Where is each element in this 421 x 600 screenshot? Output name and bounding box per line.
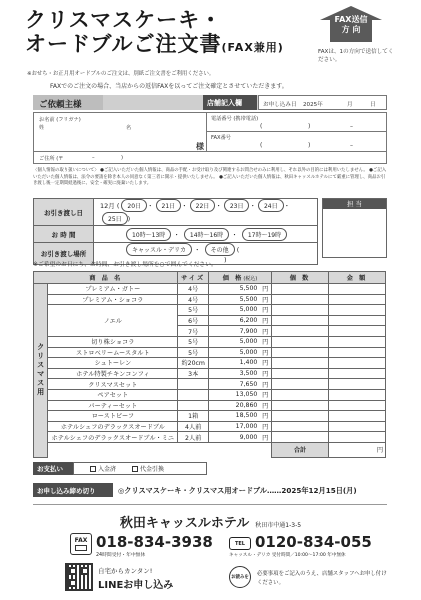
product-name: クリスマスセット	[48, 379, 178, 390]
checkbox-icon[interactable]	[90, 466, 96, 472]
amount-cell[interactable]	[329, 400, 386, 411]
product-row	[34, 336, 386, 347]
amount-cell[interactable]	[329, 389, 386, 400]
total-row	[34, 442, 386, 457]
yen-unit: 円	[259, 305, 271, 316]
product-row	[34, 305, 386, 316]
fax-badge-line2: 方 向	[341, 25, 361, 34]
yen-unit: 円	[259, 358, 271, 369]
date-option[interactable]: 24日	[258, 199, 284, 212]
address-dash: –	[92, 155, 95, 161]
yen-unit: 円	[259, 379, 271, 390]
total-label: 合計	[272, 442, 329, 457]
date-month: 12月	[100, 202, 115, 210]
product-price: 1,400	[208, 358, 259, 369]
qty-cell[interactable]	[272, 347, 329, 358]
client-heading: ご依頼主様	[33, 95, 103, 110]
tel-paren-close: )	[308, 123, 311, 130]
yen-unit: 円	[259, 400, 271, 411]
amount-cell[interactable]	[329, 347, 386, 358]
header-qty: 個 数	[272, 272, 329, 284]
product-name: ペアセット	[48, 389, 178, 400]
product-row	[34, 284, 386, 295]
amount-cell[interactable]	[329, 432, 386, 443]
amount-cell[interactable]	[329, 368, 386, 379]
fax-field[interactable]	[210, 140, 385, 149]
title-main: オードブルご注文書	[25, 32, 222, 56]
qty-cell[interactable]	[272, 421, 329, 432]
product-size: 5号	[178, 305, 209, 316]
phone-hours: キャッスル・デリカ 受付時間／10:00〜17:00 年中無休	[229, 553, 346, 558]
product-size: 4号	[178, 294, 209, 305]
product-price: 7,650	[208, 379, 259, 390]
title-line-2	[25, 32, 284, 60]
tel-field[interactable]	[210, 121, 385, 130]
product-price: 7,900	[208, 326, 259, 337]
product-name: 切り株ショコラ	[48, 336, 178, 347]
qty-cell[interactable]	[272, 400, 329, 411]
product-size: 3本	[178, 368, 209, 379]
payment-option-paid-label: 入金済	[98, 466, 117, 473]
amount-cell[interactable]	[329, 315, 386, 326]
product-size: 4人前	[178, 421, 209, 432]
amount-cell[interactable]	[329, 358, 386, 369]
sei-label: 姓	[39, 125, 45, 131]
fax-field-label: FAX番号	[211, 135, 231, 141]
title-line-1: クリスマスケーキ・	[25, 8, 223, 32]
product-name: パーティーセット	[48, 400, 178, 411]
fax-dash: –	[350, 142, 353, 149]
product-name: ホテル特製チキンコンフィ	[48, 368, 178, 379]
payment-option-cod[interactable]	[132, 464, 164, 473]
product-price: 13,050	[208, 389, 259, 400]
address-field[interactable]	[36, 153, 386, 163]
qty-cell[interactable]	[272, 358, 329, 369]
date-label: お引き渡し日	[34, 199, 94, 226]
yen-unit: 円	[259, 421, 271, 432]
product-size: 5号	[178, 347, 209, 358]
qty-cell[interactable]	[272, 389, 329, 400]
amount-cell[interactable]	[329, 379, 386, 390]
confirm-badge	[229, 566, 251, 588]
place-option-other[interactable]: その他	[205, 243, 235, 256]
privacy-notice: 〈個人情報の取り扱いについて〉 ●ご記入いただいた個人情報は、商品の手配・お受け取り及び関連するお問合せのみに利用し、それ以外の目的には利用いたしません。 ●ご記入いただいた個人情報は、法令の要請を除き本人の同意なく第三者に開示・提供いたしません。 ●ご記入いただいた個人情報は、秋田キャッスルホテルにて厳重に管理し、商品お引き渡し後一定期間経過後に、安全・確実に廃棄いたします。	[33, 168, 387, 186]
place-option-delica[interactable]: キャッスル・デリカ	[126, 243, 192, 256]
product-price: 5,500	[208, 294, 259, 305]
yen-unit: 円	[259, 284, 271, 295]
time-option[interactable]: 10時〜13時	[126, 228, 171, 241]
time-options: 10時〜13時 ・ 14時〜16時 ・ 17時〜19時	[94, 226, 318, 243]
date-options: 12月 ( 20日 ・ 21日 ・ 22日 ・ 23日 ・ 24日 ・25日 )	[94, 199, 318, 226]
yen-unit: 円	[259, 315, 271, 326]
time-option[interactable]: 14時〜16時	[184, 228, 229, 241]
product-row	[34, 347, 386, 358]
product-name: ホテルシェフのデラックスオードブル	[48, 421, 178, 432]
options-hint: ※ご希望のお日にち、お時間、お引き渡し場所を○で囲んでください。	[33, 262, 217, 268]
payment-option-paid[interactable]	[90, 464, 116, 473]
phone-number[interactable]: 0120-834-055	[255, 533, 372, 551]
fax-confirm-note: FAXでのご注文の場合、当店からの返信FAXを以ってご注文確定とさせていただきます。	[50, 83, 288, 90]
fax-icon	[70, 533, 92, 555]
product-table	[33, 271, 386, 458]
product-size	[178, 389, 209, 400]
product-name: ローストビーフ	[48, 411, 178, 422]
title-block	[25, 8, 284, 60]
fax-hours: 24時間受付・年中無休	[96, 553, 146, 558]
qty-cell[interactable]	[272, 305, 329, 316]
qty-cell[interactable]	[272, 432, 329, 443]
qty-cell[interactable]	[272, 379, 329, 390]
product-size	[178, 379, 209, 390]
fax-paren-close: )	[308, 142, 311, 149]
product-size: 1箱	[178, 411, 209, 422]
product-size: 2人前	[178, 432, 209, 443]
delivery-options-table	[33, 198, 318, 265]
product-price: 5,500	[208, 284, 259, 295]
product-row	[34, 294, 386, 305]
date-option[interactable]: 23日	[224, 199, 250, 212]
total-cell[interactable]	[329, 442, 386, 457]
hotel-name: 秋田キャッスルホテル	[119, 516, 250, 531]
amount-cell[interactable]	[329, 411, 386, 422]
receipt-month: 月	[347, 102, 353, 108]
yen-unit: 円	[259, 326, 271, 337]
tanto-box	[322, 198, 387, 258]
qr-code-icon[interactable]	[65, 563, 93, 591]
date-option[interactable]: 25日	[102, 212, 128, 225]
title-sub: (FAX兼用)	[221, 41, 284, 54]
sama-label: 様	[196, 142, 204, 151]
receipt-day: 日	[370, 102, 376, 108]
receipt-label: お申し込み日	[263, 102, 297, 108]
tel-paren-open: (	[260, 123, 263, 130]
osechi-note: ※おせち・お正月用オードブルのご注文は、別紙ご注文書をご利用ください。	[27, 71, 215, 77]
amount-cell[interactable]	[329, 421, 386, 432]
checkbox-icon[interactable]	[132, 466, 138, 472]
place-options: キャッスル・デリカ ・ その他 ()	[94, 243, 318, 265]
date-option[interactable]: 22日	[190, 199, 216, 212]
deadline-label: お申し込み締め切り	[33, 483, 113, 497]
qty-cell[interactable]	[272, 284, 329, 295]
amount-cell[interactable]	[329, 305, 386, 316]
product-size: 5号	[178, 336, 209, 347]
product-size: 7号	[178, 326, 209, 337]
product-row	[34, 379, 386, 390]
product-price: 9,000	[208, 432, 259, 443]
confirm-note: 必要事項をご記入のうえ、店舗スタッフへお申し付けください。	[257, 571, 387, 586]
web-line1: 自宅からカンタン!	[98, 567, 153, 575]
yen-unit: 円	[259, 368, 271, 379]
payment-option-cod-label: 代金引換	[140, 466, 165, 473]
tanto-label: 担 当	[323, 199, 386, 209]
yen-unit: 円	[259, 294, 271, 305]
date-option[interactable]: 20日	[121, 199, 147, 212]
product-row	[34, 389, 386, 400]
yen-unit: 円	[259, 411, 271, 422]
mei-label: 名	[126, 125, 132, 131]
product-price: 17,000	[208, 421, 259, 432]
product-row	[34, 432, 386, 443]
tel-label: 電話番号 (携帯電話)	[211, 116, 259, 122]
product-price: 6,200	[208, 315, 259, 326]
place-label: お引き渡し場所	[34, 243, 94, 265]
address-label: ご住所 (〒	[39, 156, 64, 162]
tanto-field[interactable]	[323, 209, 386, 257]
deadline-text: ◎クリスマスケーキ・クリスマス用オードブル……2025年12月15日(月)	[118, 486, 357, 495]
footer-brand	[0, 512, 421, 531]
product-size: 4号	[178, 284, 209, 295]
phone-icon-label: TEL	[234, 540, 245, 547]
product-row	[34, 400, 386, 411]
header-price	[208, 272, 271, 284]
header-price-label: 価 格	[222, 275, 244, 282]
product-name: ストロベリームースタルト	[48, 347, 178, 358]
product-name: シュトーレン	[48, 358, 178, 369]
yen-unit: 円	[259, 389, 271, 400]
confirm-badge-label: お読みを	[231, 575, 249, 580]
header-product: 商 品 名	[34, 272, 178, 284]
qty-cell[interactable]	[272, 315, 329, 326]
web-line2[interactable]: LINEお申し込み	[98, 580, 174, 591]
fax-badge-line1: FAX送信	[334, 15, 368, 24]
product-name: ノエル	[48, 305, 178, 337]
qty-cell[interactable]	[272, 411, 329, 422]
yen-unit: 円	[259, 432, 271, 443]
qty-cell[interactable]	[272, 336, 329, 347]
amount-cell[interactable]	[329, 284, 386, 295]
product-row	[34, 421, 386, 432]
payment-label: お支払い	[33, 462, 73, 475]
amount-cell[interactable]	[329, 326, 386, 337]
fax-paren-open: (	[260, 142, 263, 149]
amount-cell[interactable]	[329, 336, 386, 347]
product-name: プレミアム・ショコラ	[48, 294, 178, 305]
product-price: 5,000	[208, 305, 259, 316]
store-label: 店舗記入欄	[203, 95, 257, 110]
product-price: 20,860	[208, 400, 259, 411]
fax-note: FAXは、1の方向で送信してください。	[318, 49, 394, 63]
address-close: )	[121, 155, 124, 161]
header-tax: (税込)	[243, 276, 258, 282]
product-size: 約20cm	[178, 358, 209, 369]
product-price: 3,500	[208, 368, 259, 379]
header-amount: 金 額	[329, 272, 386, 284]
date-option[interactable]: 21日	[156, 199, 182, 212]
place-paren-open: (	[236, 246, 240, 254]
product-price: 5,000	[208, 347, 259, 358]
time-label: お 時 間	[34, 226, 94, 243]
product-row	[34, 411, 386, 422]
product-name: ホテルシェフのデラックスオードブル・ミニ	[48, 432, 178, 443]
header-size: サイズ	[178, 272, 209, 284]
amount-cell[interactable]	[329, 294, 386, 305]
product-name: プレミアム・ガトー	[48, 284, 178, 295]
product-size	[178, 400, 209, 411]
product-size: 6号	[178, 315, 209, 326]
category-label: ク リ ス マ ス 用	[34, 284, 48, 458]
product-price: 18,500	[208, 411, 259, 422]
tel-dash: –	[350, 123, 353, 130]
product-row	[34, 358, 386, 369]
fax-direction-badge	[320, 6, 382, 42]
name-field[interactable]	[48, 122, 188, 148]
product-price: 5,000	[208, 336, 259, 347]
time-option[interactable]: 17時〜19時	[242, 228, 287, 241]
payment-options	[73, 462, 207, 475]
qty-cell[interactable]	[272, 368, 329, 379]
product-row	[34, 368, 386, 379]
furigana-label: お名前 (フリガナ)	[39, 117, 81, 123]
phone-icon	[229, 537, 251, 550]
fax-number[interactable]: 018-834-3938	[96, 533, 213, 551]
receipt-year: 2025年	[303, 102, 323, 108]
place-paren-close: )	[224, 256, 227, 264]
fax-icon-label: FAX	[74, 537, 88, 544]
total-yen: 円	[376, 447, 383, 455]
qty-cell[interactable]	[272, 326, 329, 337]
yen-unit: 円	[259, 336, 271, 347]
qty-cell[interactable]	[272, 294, 329, 305]
hotel-address: 秋田市中通1-3-5	[255, 522, 302, 529]
yen-unit: 円	[259, 347, 271, 358]
